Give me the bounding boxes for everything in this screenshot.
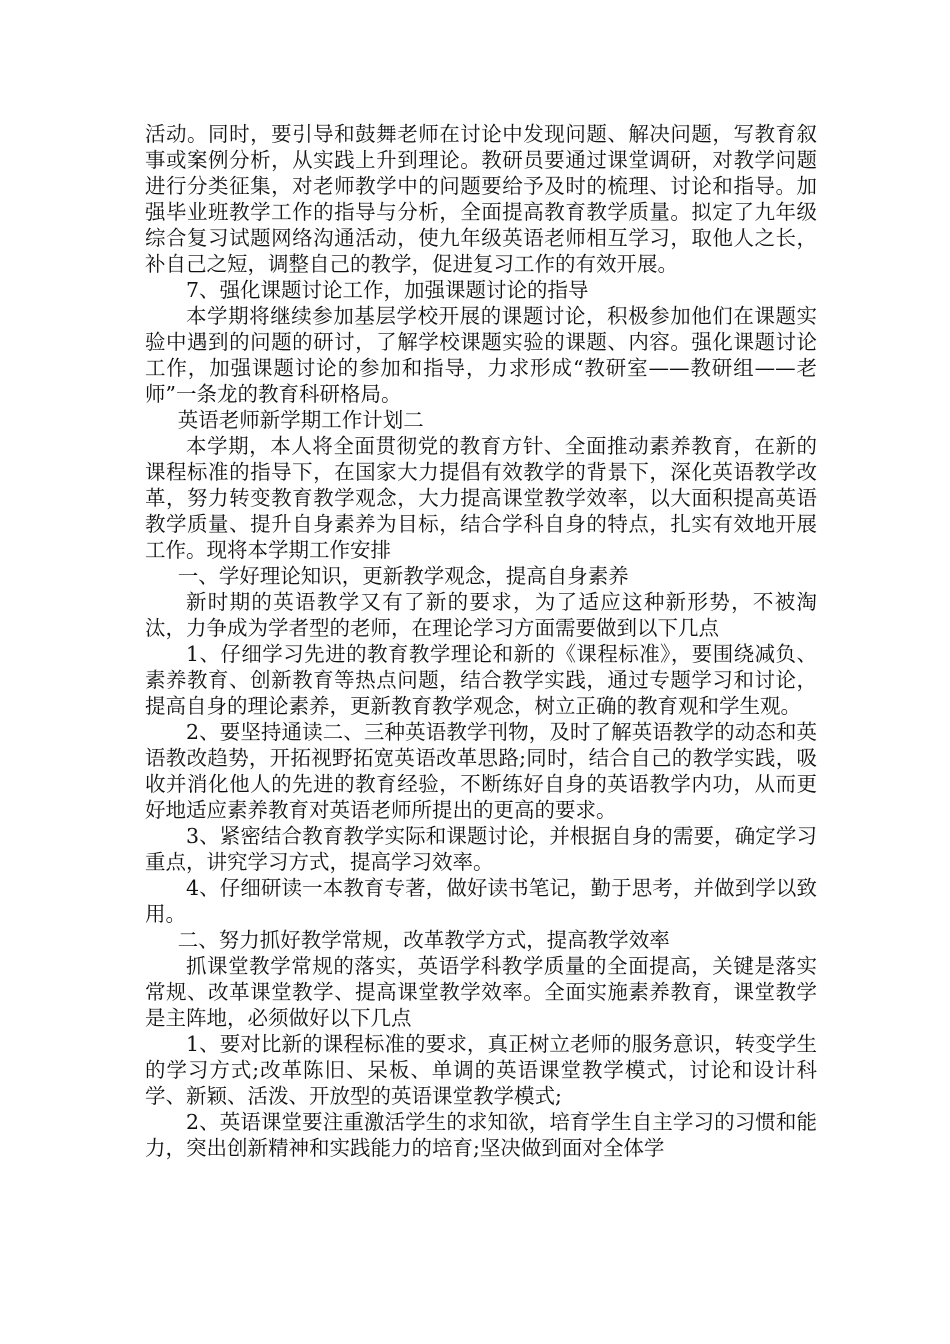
heading-item-7: 7、强化课题讨论工作，加强课题讨论的指导 xyxy=(186,278,589,302)
paragraph-classroom: 抓课堂教学常规的落实，英语学科教学质量的全面提高，关键是落实常规、改革课堂教学、提高课堂教学效率。全面实施素养教育，课堂教学是主阵地，必须做好以下几点 xyxy=(145,954,817,1030)
list-item-4: 4、仔细研读一本教育专著，做好读书笔记，勤于思考，并做到学以致用。 xyxy=(145,876,817,926)
heading-part-one: 一、学好理论知识，更新教学观念，提高自身素养 xyxy=(177,564,629,588)
list-item-3: 3、紧密结合教育教学实际和课题讨论，并根据自身的需要，确定学习重点，讲究学习方式，提高学习效率。 xyxy=(145,824,817,874)
list-item-2: 2、要坚持通读二、三种英语教学刊物，及时了解英语教学的动态和英语教改趋势，开拓视野拓宽英语改革思路;同时，结合自己的教学实践，吸收并消化他人的先进的教育经验，不断练好自身的英语教学内功，从而更好地适应素养教育对英语老师所提出的更高的要求。 xyxy=(145,720,817,822)
list-item-1: 1、仔细学习先进的教育教学理论和新的《课程标准》，要围绕减负、素养教育、创新教育等热点问题，结合教学实践，通过专题学习和讨论，提高自身的理论素养，更新教育教学观念，树立正确的教育观和学生观。 xyxy=(145,642,817,718)
list-item-b2: 2、英语课堂要注重激活学生的求知欲，培育学生自主学习的习惯和能力，突出创新精神和实践能力的培育;坚决做到面对全体学 xyxy=(145,1110,817,1160)
heading-part-two: 二、努力抓好教学常规，改革教学方式，提高教学效率 xyxy=(177,928,670,952)
document-body xyxy=(145,121,817,1161)
paragraph-research: 本学期将继续参加基层学校开展的课题讨论，积极参加他们在课题实验中遇到的问题的研讨，了解学校课题实验的课题、内容。强化课题讨论工作，加强课题讨论的参加和指导，力求形成“教研室——教研组——老师”一条龙的教育科研格局。 xyxy=(145,304,817,406)
list-item-b1: 1、要对比新的课程标准的要求，真正树立老师的服务意识，转变学生的学习方式;改革陈旧、呆板、单调的英语课堂教学模式，讨论和设计科学、新颖、活泼、开放型的英语课堂教学模式; xyxy=(145,1032,817,1108)
paragraph-intro: 本学期，本人将全面贯彻党的教育方针、全面推动素养教育，在新的课程标准的指导下，在国家大力提倡有效教学的背景下，深化英语教学改革，努力转变教育教学观念，大力提高课堂教学效率，以大面积提高英语教学质量、提升自身素养为目标，结合学科自身的特点，扎实有效地开展工作。现将本学期工作安排 xyxy=(145,434,817,562)
section-title-plan-two: 英语老师新学期工作计划二 xyxy=(177,408,424,432)
paragraph-theory: 新时期的英语教学又有了新的要求，为了适应这种新形势，不被淘汰，力争成为学者型的老师，在理论学习方面需要做到以下几点 xyxy=(145,590,817,640)
paragraph-continuation: 活动。同时，要引导和鼓舞老师在讨论中发现问题、解决问题，写教育叙事或案例分析，从实践上升到理论。教研员要通过课堂调研，对教学问题进行分类征集，对老师教学中的问题要给予及时的梳理、讨论和指导。加强毕业班教学工作的指导与分析，全面提高教育教学质量。拟定了九年级综合复习试题网络沟通活动，使九年级英语老师相互学习，取他人之长，补自己之短，调整自己的教学，促进复习工作的有效开展。 xyxy=(145,122,817,276)
